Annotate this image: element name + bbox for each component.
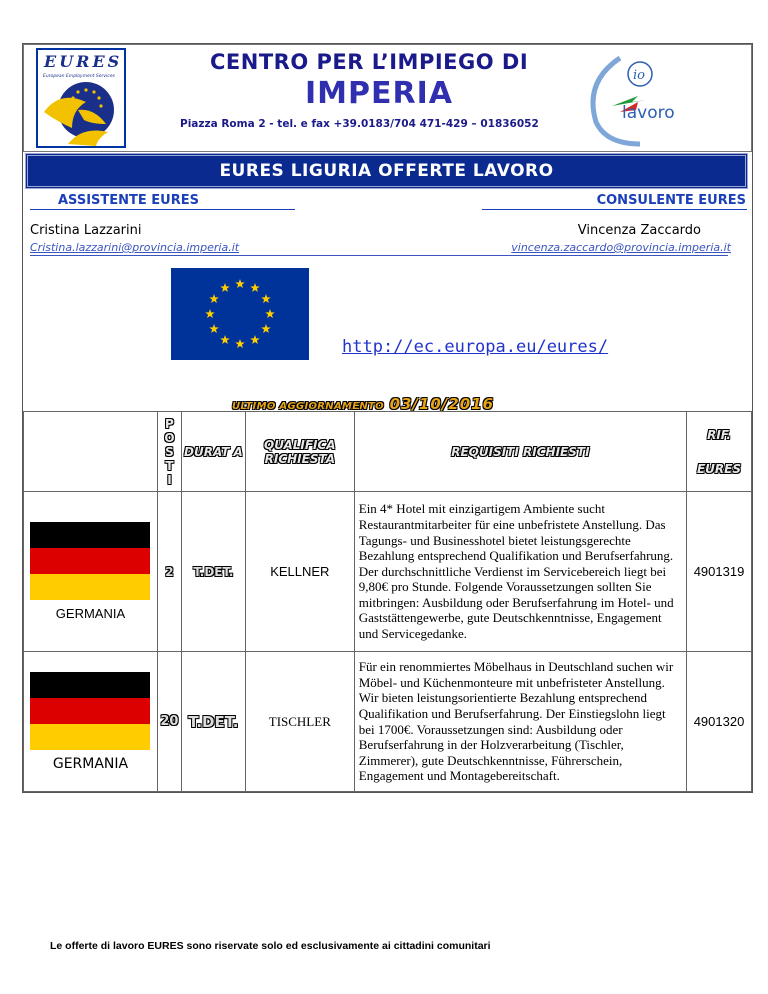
header-country-cell xyxy=(24,412,158,492)
eu-star-icon xyxy=(209,324,219,333)
eu-stars xyxy=(171,268,309,360)
header-rif-label: RIF. xyxy=(707,427,731,442)
last-updated-label: ULTIMO AGGIORNAMENTO xyxy=(232,401,384,412)
germany-flag-icon xyxy=(30,672,150,750)
lavoro-logo xyxy=(580,52,690,148)
assistant-email-link[interactable]: Cristina.lazzarini@provincia.imperia.it xyxy=(30,241,240,254)
eures-logo-graphic xyxy=(38,50,124,146)
rif-value: 4901320 xyxy=(687,652,752,792)
office-city: IMPERIA xyxy=(305,76,453,111)
table-row xyxy=(24,492,752,652)
consultant-email-link[interactable]: vincenza.zaccardo@provincia.imperia.it xyxy=(511,241,731,254)
eures-logo xyxy=(36,48,126,148)
office-title: CENTRO PER L’IMPIEGO DI xyxy=(210,50,529,74)
eu-star-icon xyxy=(250,283,260,292)
header-durata: DURAT A xyxy=(181,412,245,492)
eu-star-icon xyxy=(235,339,245,348)
country-cell xyxy=(24,492,158,652)
eu-star-icon xyxy=(205,309,215,318)
posti-value: 20 xyxy=(157,652,181,792)
eu-star-icon xyxy=(265,309,275,318)
svg-text:EURES: EURES xyxy=(44,52,123,71)
posti-value: 2 xyxy=(157,492,181,652)
country-cell xyxy=(24,652,158,792)
eu-star-icon xyxy=(261,324,271,333)
consultant-role-heading: CONSULENTE EURES xyxy=(596,193,746,208)
country-name: GERMANIA xyxy=(52,755,129,772)
consultant-role-underline xyxy=(482,209,747,210)
consultant-name: Vincenza Zaccardo xyxy=(577,223,701,238)
eu-star-icon xyxy=(220,335,230,344)
assistant-role-underline xyxy=(30,209,295,210)
office-address: Piazza Roma 2 - tel. e fax +39.0183/704 471-429 – 01836052 xyxy=(180,118,539,130)
svg-text:io: io xyxy=(633,68,645,83)
eu-star-icon xyxy=(235,279,245,288)
job-offers-table xyxy=(23,411,752,792)
assistant-name: Cristina Lazzarini xyxy=(30,223,142,238)
email-underline xyxy=(30,255,728,256)
header-qualifica: QUALIFICA RICHIESTA xyxy=(245,412,354,492)
rif-value: 4901319 xyxy=(687,492,752,652)
table-row xyxy=(24,652,752,792)
table-header-row xyxy=(24,412,752,492)
assistant-role-heading: ASSISTENTE EURES xyxy=(58,193,199,208)
header-rif xyxy=(687,412,752,492)
lavoro-logo-graphic xyxy=(580,52,690,148)
durata-value: T.DET. xyxy=(181,652,245,792)
germany-flag-icon xyxy=(30,522,150,600)
requisiti-text: Ein 4* Hotel mit einzigartigem Ambiente sucht Restaurantmitarbeiter für eine unbefristete Anstellung. Das Tagungs- und Businesshotel bietet leistungsgerechte Bezahlung entsprechend Qualifikation und Berufserfahrung. Der durchschnittliche Verdienst im Servicebereich liegt bei 9,80€ pro Stunde. Folgende Voraussetzungen sollten Sie mitbringen: Ausbildung oder Berufserfahrung im Hotel- und Gaststättengewerbe, gute Deutschkenntnisse, Engagement und Servicegedanke. xyxy=(354,492,686,652)
eu-flag-icon xyxy=(171,268,309,360)
header-eures-label: EURES xyxy=(696,461,742,476)
eures-portal-link[interactable]: http://ec.europa.eu/eures/ xyxy=(342,337,609,357)
footer-note: Le offerte di lavoro EURES sono riservate solo ed esclusivamente ai cittadini comunitari xyxy=(50,940,491,952)
eu-star-icon xyxy=(261,294,271,303)
header-posti: P O S T I xyxy=(157,412,181,492)
eu-star-icon xyxy=(250,335,260,344)
qualifica-value: TISCHLER xyxy=(245,652,354,792)
svg-text:European Employment Services: European Employment Services xyxy=(43,74,115,79)
country-name: GERMANIA xyxy=(55,606,126,621)
eu-star-icon xyxy=(220,283,230,292)
durata-value: T.DET. xyxy=(181,492,245,652)
offers-banner xyxy=(25,153,748,189)
banner-title: EURES LIGURIA OFFERTE LAVORO xyxy=(219,161,554,181)
last-updated-date: 03/10/2016 xyxy=(389,395,495,413)
svg-text:lavoro: lavoro xyxy=(622,103,675,123)
eu-star-icon xyxy=(209,294,219,303)
header-requisiti: REQUISITI RICHIESTI xyxy=(354,412,686,492)
qualifica-value: KELLNER xyxy=(245,492,354,652)
requisiti-text: Für ein renommiertes Möbelhaus in Deutschland suchen wir Möbel- und Küchenmonteure mit unbefristeter Anstellung. Wir bieten leistungsorientierte Bezahlung entsprechend Qualifikation und Berufserfahrung. Der Einstiegslohn liegt bei 1700€. Voraussetzungen sind: Ausbildung oder Berufserfahrung in der Holzverarbeitung (Tischler, Zimmerer), gute Deutschkenntnisse, Führerschein, Engagement und Montagebereitschaft. xyxy=(354,652,686,792)
